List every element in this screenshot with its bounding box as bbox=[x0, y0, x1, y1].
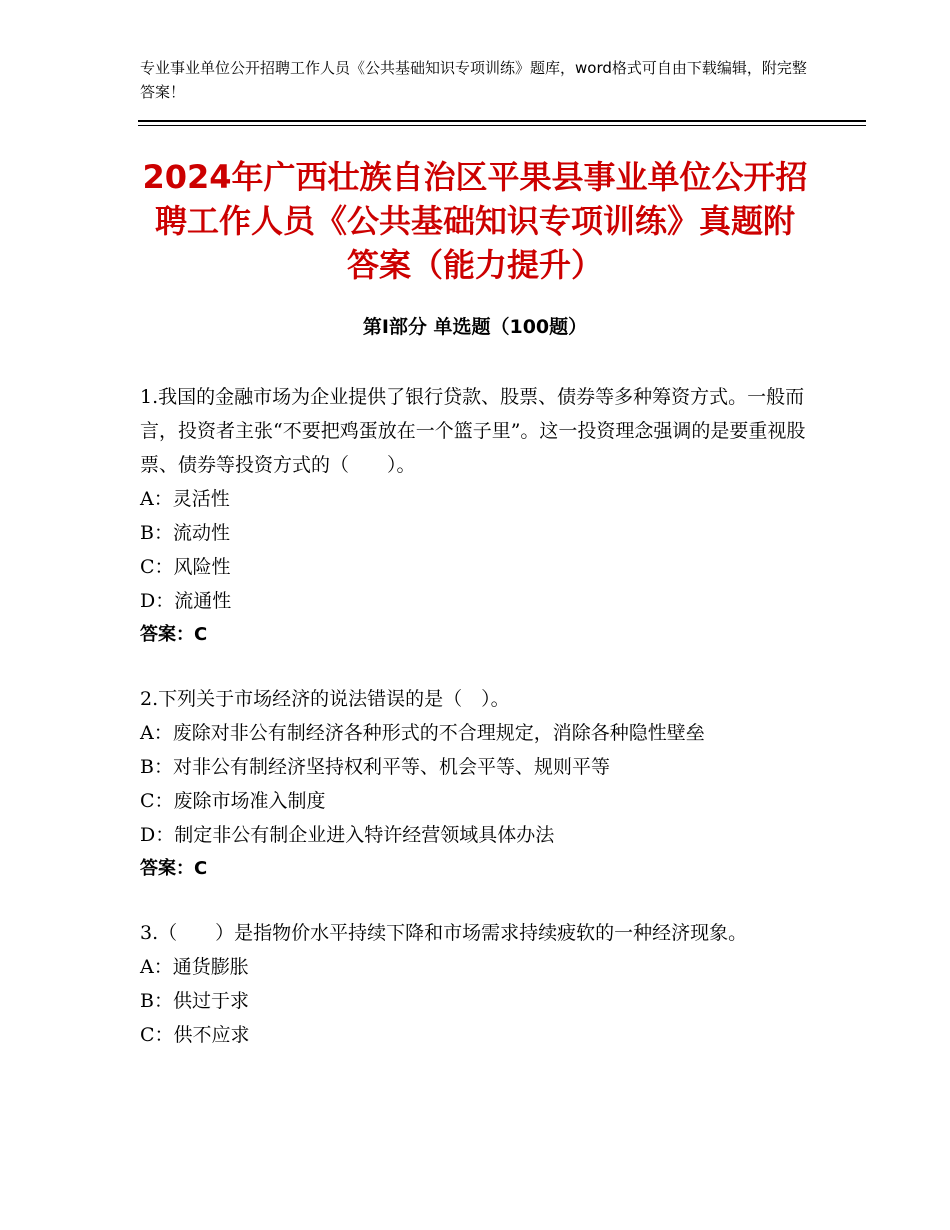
question-2 bbox=[140, 682, 810, 886]
option-c: C：风险性 bbox=[140, 556, 231, 578]
option-b: B：供过于求 bbox=[140, 990, 249, 1012]
question-3 bbox=[140, 916, 810, 1052]
question-stem: 3.（ ）是指物价水平持续下降和市场需求持续疲软的一种经济现象。 bbox=[140, 922, 748, 944]
question-spacer bbox=[140, 652, 810, 682]
document-title: 2024年广西壮族自治区平果县事业单位公开招聘工作人员《公共基础知识专项训练》真题附答案（能力提升） bbox=[142, 158, 808, 284]
option-d: D：流通性 bbox=[140, 590, 232, 612]
header-note: 专业事业单位公开招聘工作人员《公共基础知识专项训练》题库，word格式可自由下载编辑，附完整答案！ bbox=[140, 59, 807, 101]
question-stem: 1.我国的金融市场为企业提供了银行贷款、股票、债券等多种筹资方式。一般而言，投资者主张“不要把鸡蛋放在一个篮子里”。这一投资理念强调的是要重视股票、债券等投资方式的（ ）。 bbox=[140, 386, 806, 476]
question-stem: 2.下列关于市场经济的说法错误的是（ ）。 bbox=[140, 688, 510, 710]
option-a: A：灵活性 bbox=[140, 488, 230, 510]
option-a: A：废除对非公有制经济各种形式的不合理规定，消除各种隐性壁垒 bbox=[140, 722, 705, 744]
answer: 答案：C bbox=[140, 858, 208, 879]
option-b: B：对非公有制经济坚持权利平等、机会平等、规则平等 bbox=[140, 756, 610, 778]
question-list bbox=[140, 380, 810, 1052]
option-c: C：废除市场准入制度 bbox=[140, 790, 326, 812]
option-a: A：通货膨胀 bbox=[140, 956, 249, 978]
option-c: C：供不应求 bbox=[140, 1024, 250, 1046]
question-1 bbox=[140, 380, 810, 652]
section-heading: 第Ⅰ部分 单选题（100题） bbox=[362, 316, 588, 338]
header-divider-thin bbox=[138, 125, 866, 126]
answer: 答案：C bbox=[140, 624, 208, 645]
header-divider-thick bbox=[138, 120, 866, 122]
option-d: D：制定非公有制企业进入特许经营领域具体办法 bbox=[140, 824, 555, 846]
option-b: B：流动性 bbox=[140, 522, 230, 544]
question-spacer bbox=[140, 886, 810, 916]
